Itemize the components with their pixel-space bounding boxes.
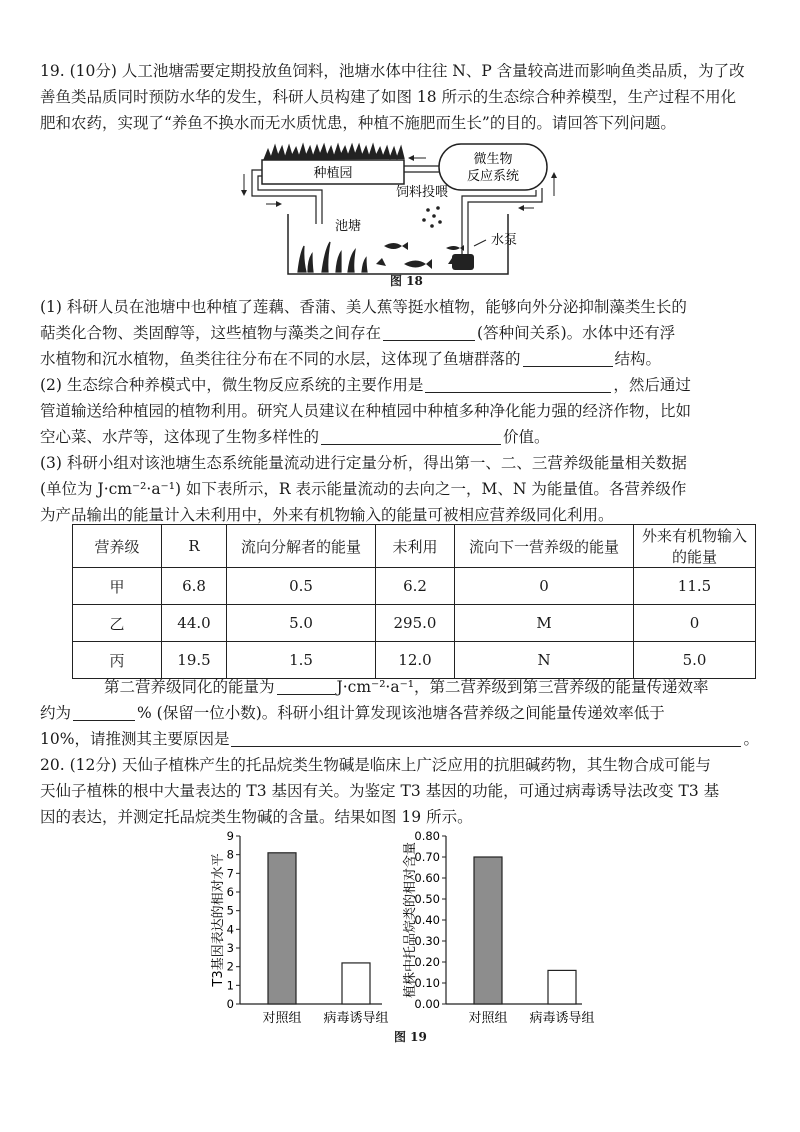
q20-stem-line1: 20. (12分) 天仙子植株产生的托品烷类生物碱是临床上广泛应用的抗胆碱药物，其生物合成可能与	[40, 756, 711, 774]
q19-part2-line3	[40, 426, 770, 448]
y-tick-label: 2	[226, 959, 234, 974]
chart-t3-expression	[196, 826, 396, 1032]
answer-blank-6[interactable]	[73, 704, 135, 721]
y-tick-label: 8	[226, 847, 234, 862]
q19-part1-text-b: (答种间关系)。水体中还有浮	[477, 324, 676, 342]
chart-tropane-content	[396, 826, 596, 1032]
table-cell: 12.0	[376, 642, 455, 679]
micro-label-2: 反应系统	[466, 169, 520, 184]
table-header: 未利用	[376, 525, 455, 568]
q19-stem-line1: 19. (10分) 人工池塘需要定期投放鱼饲料，池塘水体中往往 N、P 含量较高进而影响鱼类品质，为了改	[40, 62, 745, 80]
table-cell: 44.0	[162, 605, 227, 642]
micro-label-1: 微生物	[473, 152, 513, 167]
q19-part1-line2	[40, 322, 770, 344]
table-cell: 乙	[73, 605, 162, 642]
table-cell: 0	[455, 568, 634, 605]
q19-part3-line5	[40, 702, 770, 724]
table-row	[73, 642, 756, 679]
y-axis-label: T3基因表达的相对水平	[211, 853, 226, 987]
q20-stem-line2: 天仙子植株的根中大量表达的 T3 基因有关。为鉴定 T3 基因的功能，可通过病毒诱导法改变 T3 基	[40, 782, 720, 800]
y-tick-label: 6	[226, 885, 234, 899]
q19-part2-text-b: ，然后通过	[613, 376, 691, 394]
y-tick-label: 5	[226, 903, 234, 918]
table-cell: 6.8	[162, 568, 227, 605]
q19-part1-line3	[40, 348, 770, 370]
q19-part2-text-a: (2) 生态综合种养模式中，微生物反应系统的主要作用是	[40, 376, 424, 394]
y-tick-label: 0.30	[414, 934, 440, 948]
x-category-label: 对照组	[468, 1011, 508, 1026]
pond-fish	[376, 242, 464, 269]
table-header: R	[162, 525, 227, 568]
q19-part3-line3: 为产品输出的能量计入未利用中，外来有机物输入的能量可被相应营养级同化利用。	[40, 506, 614, 524]
y-tick-label: 0.20	[414, 955, 440, 969]
table-row	[73, 568, 756, 605]
table-header-row	[73, 525, 756, 568]
q19-part1-text-a: 萜类化合物、类固醇等，这些植物与藻类之间存在	[40, 324, 382, 342]
y-tick-label: 7	[226, 866, 234, 881]
table-header: 流向分解者的能量	[227, 525, 376, 568]
figure-18-caption: 图 18	[390, 274, 423, 288]
q19-part3-text-g: % (保留一位小数)。科研小组计算发现该池塘各营养级之间能量传递效率低于	[137, 704, 665, 722]
table-header: 外来有机物输入的能量	[634, 525, 756, 568]
table-cell: M	[455, 605, 634, 642]
q19-part3-line4	[104, 676, 770, 698]
x-category-label: 病毒诱导组	[529, 1011, 595, 1026]
q20-stem-line3: 因的表达，并测定托品烷类生物碱的含量。结果如图 19 所示。	[40, 808, 473, 826]
y-tick-label: 0	[226, 997, 234, 1011]
table-cell: 5.0	[227, 605, 376, 642]
q19-part3-line6: 10%，请推测其主要原因是 。	[40, 730, 759, 748]
energy-table	[72, 524, 756, 679]
answer-blank-4[interactable]	[321, 428, 501, 445]
table-cell: 11.5	[634, 568, 756, 605]
x-category-label: 病毒诱导组	[323, 1011, 389, 1026]
y-tick-label: 0.10	[414, 976, 440, 990]
y-tick-label: 1	[226, 978, 234, 993]
table-header: 流向下一营养级的能量	[455, 525, 634, 568]
table-row	[73, 605, 756, 642]
table-header: 营养级	[73, 525, 162, 568]
table-cell: 0.5	[227, 568, 376, 605]
table-cell: 5.0	[634, 642, 756, 679]
y-tick-label: 0.60	[414, 871, 440, 885]
table-cell: 甲	[73, 568, 162, 605]
table-cell: 295.0	[376, 605, 455, 642]
table-cell: 0	[634, 605, 756, 642]
q19-part3-text-h: 10%，请推测其主要原因是	[40, 730, 230, 748]
y-tick-label: 9	[226, 829, 234, 843]
answer-blank-2[interactable]	[523, 350, 613, 367]
feed-label: 饲料投喂	[395, 185, 449, 200]
y-tick-label: 0.50	[414, 892, 440, 906]
y-axis-label: 植株中托品烷类的相对含量	[403, 841, 418, 999]
y-tick-label: 4	[226, 922, 234, 937]
bar-control	[268, 853, 296, 1004]
table-cell: N	[455, 642, 634, 679]
feed-pellets	[422, 206, 442, 228]
q19-part3-text-e: J·cm⁻²·a⁻¹，第二营养级到第三营养级的能量传递效率	[336, 678, 709, 696]
q19-part2-text-d: 价值。	[503, 428, 550, 446]
q19-stem-line3: 肥和农药，实现了“养鱼不换水而无水质忧患，种植不施肥而生长”的目的。请回答下列问题。	[40, 114, 676, 132]
answer-blank-7[interactable]	[231, 730, 741, 747]
bar-virus-induced	[342, 963, 370, 1004]
table-cell: 6.2	[376, 568, 455, 605]
x-category-label: 对照组	[262, 1011, 302, 1026]
y-tick-label: 3	[226, 941, 234, 955]
q19-part1-line1: (1) 科研人员在池塘中也种植了莲藕、香蒲、美人蕉等挺水植物，能够向外分泌抑制藻类生长的	[40, 298, 687, 316]
q19-part1-text-d: 结构。	[614, 350, 662, 368]
table-cell: 19.5	[162, 642, 227, 679]
pond-plants	[298, 242, 367, 272]
pump-label: 水泵	[490, 233, 518, 248]
planting-plants	[264, 145, 404, 160]
bar-control	[474, 857, 502, 1004]
q19-part2-line1	[40, 374, 770, 396]
pond-label: 池塘	[334, 219, 362, 234]
y-tick-label: 0.40	[414, 913, 440, 927]
q19-part2-line2: 管道输送给种植园的植物利用。研究人员建议在种植园中种植多种净化能力强的经济作物，比如	[40, 402, 692, 420]
planting-label: 种植园	[313, 166, 353, 181]
q19-part2-text-c: 空心菜、水芹等，这体现了生物多样性的	[40, 428, 320, 446]
bar-virus-induced	[548, 970, 576, 1004]
q19-part3-text-f: 约为	[40, 704, 72, 722]
pump-icon	[452, 254, 474, 270]
figure-19-caption: 图 19	[394, 1030, 427, 1044]
q19-stem-line2: 善鱼类品质同时预防水华的发生，科研人员构建了如图 18 所示的生态综合种养模型，生产过程不用化	[40, 88, 737, 106]
y-tick-label: 0.00	[414, 997, 440, 1011]
q19-part3-text-d: 第二营养级同化的能量为	[104, 678, 275, 696]
q19-part3-line1: (3) 科研小组对该池塘生态系统能量流动进行定量分析，得出第一、二、三营养级能量相关数据	[40, 454, 687, 472]
table-cell: 1.5	[227, 642, 376, 679]
y-tick-label: 0.70	[414, 850, 440, 864]
answer-blank-3[interactable]	[425, 376, 611, 393]
q19-part3-line2: (单位为 J·cm⁻²·a⁻¹) 如下表所示，R 表示能量流动的去向之一，M、N 为能量值。各营养级作	[40, 480, 687, 498]
answer-blank-5[interactable]	[277, 678, 335, 695]
y-tick-label: 0.80	[414, 829, 440, 843]
q19-part1-text-c: 水植物和沉水植物，鱼类往往分布在不同的水层，这体现了鱼塘群落的	[40, 350, 521, 368]
table-cell: 丙	[73, 642, 162, 679]
figure-18-diagram	[236, 138, 566, 286]
answer-blank-1[interactable]	[383, 324, 475, 341]
